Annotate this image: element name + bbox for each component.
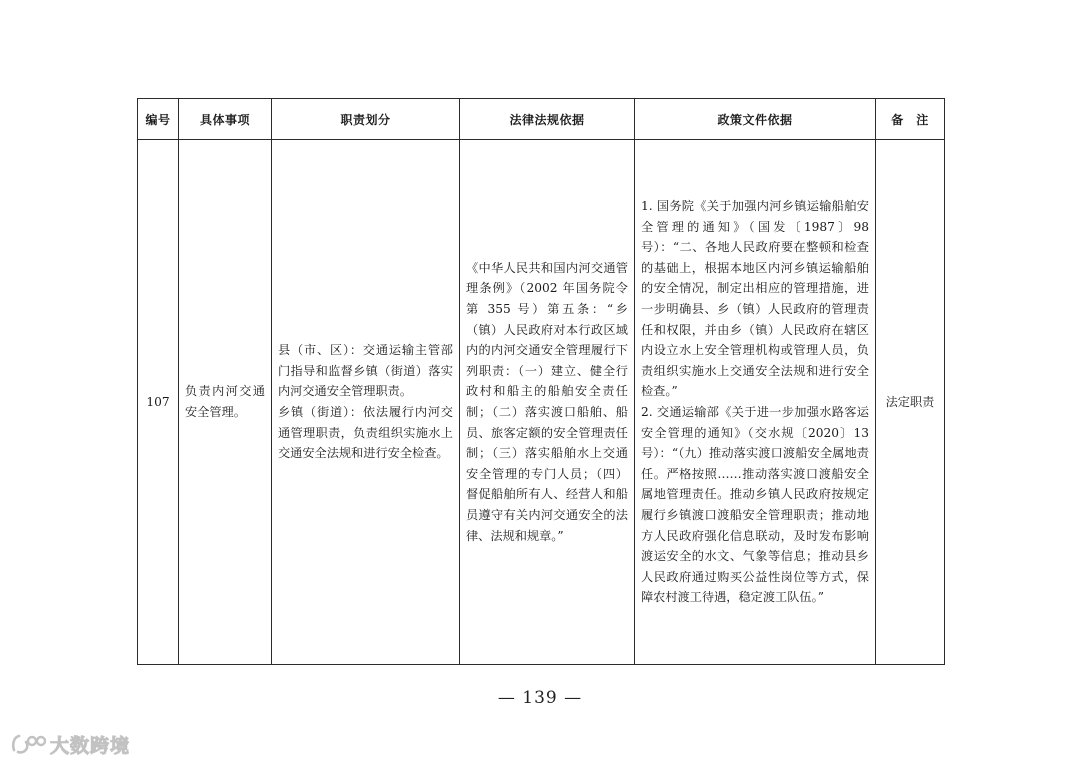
cell-remark: 法定职责 [876, 140, 945, 665]
duty-county-text: 县（市、区）：交通运输主管部门指导和监督乡镇（街道）落实内河交通安全管理职责。 [278, 343, 453, 399]
header-item: 具体事项 [179, 99, 272, 140]
header-policy: 政策文件依据 [635, 99, 876, 140]
duty-table [137, 98, 945, 665]
cell-policy [635, 140, 876, 665]
law-basis-text: 《中华人民共和国内河交通管理条例》（2002 年国务院令第 355 号）第五条：“乡（镇）人民政府对本行政区域内的内河交通安全管理履行下列职责：（一）建立、健全行政村和船主的船舶安全责任制；（二）落实渡口船舶、船员、旅客定额的安全管理责任制；（三）落实船舶水上交通安全管理的专门人员；（四）督促船舶所有人、经营人和船员遵守有关内河交通安全的法律、法规和规章。” [466, 260, 628, 543]
cell-law [460, 140, 635, 665]
brand-logo-icon [10, 732, 46, 756]
header-remark: 备 注 [876, 99, 945, 140]
duty-township-text: 乡镇（街道）：依法履行内河交通管理职责，负责组织实施水上交通安全法规和进行安全检查。 [278, 405, 453, 461]
cell-duty [272, 140, 460, 665]
table-row [138, 140, 945, 665]
cell-number: 107 [138, 140, 179, 665]
page-number: — 139 — [497, 688, 583, 708]
cell-item [179, 140, 272, 665]
policy-item-2: 2. 交通运输部《关于进一步加强水路客运安全管理的通知》（交水规〔2020〕13 号）：“（九）推动落实渡口渡船安全属地责任。严格按照……推动落实渡口渡船安全属地管理责任。推动乡镇人民政府按规定履行乡镇渡口渡船安全管理职责；推动地方人民政府强化信息联动，及时发布影响渡运安全的水文、气象等信息；推动县乡人民政府通过购买公益性岗位等方式，保障农村渡工待遇，稳定渡工队伍。” [641, 405, 869, 605]
watermark-text: 大数跨境 [50, 734, 131, 757]
header-number: 编号 [138, 99, 179, 140]
table-header-row [138, 99, 945, 140]
watermark [10, 731, 130, 757]
cell-item-text: 负责内河交通安全管理。 [185, 384, 265, 419]
header-law: 法律法规依据 [460, 99, 635, 140]
header-duty: 职责划分 [272, 99, 460, 140]
policy-item-1: 1. 国务院《关于加强内河乡镇运输船舶安全管理的通知》（国发〔1987〕98 号）：“二、各地人民政府要在整顿和检查的基础上，根据本地区内河乡镇运输船舶的安全情况，制定出相应的管理措施，进一步明确县、乡（镇）人民政府的管理责任和权限，并由乡（镇）人民政府在辖区内设立水上安全管理机构或管理人员，负责组织实施水上交通安全法规和进行安全检查。” [641, 199, 869, 399]
